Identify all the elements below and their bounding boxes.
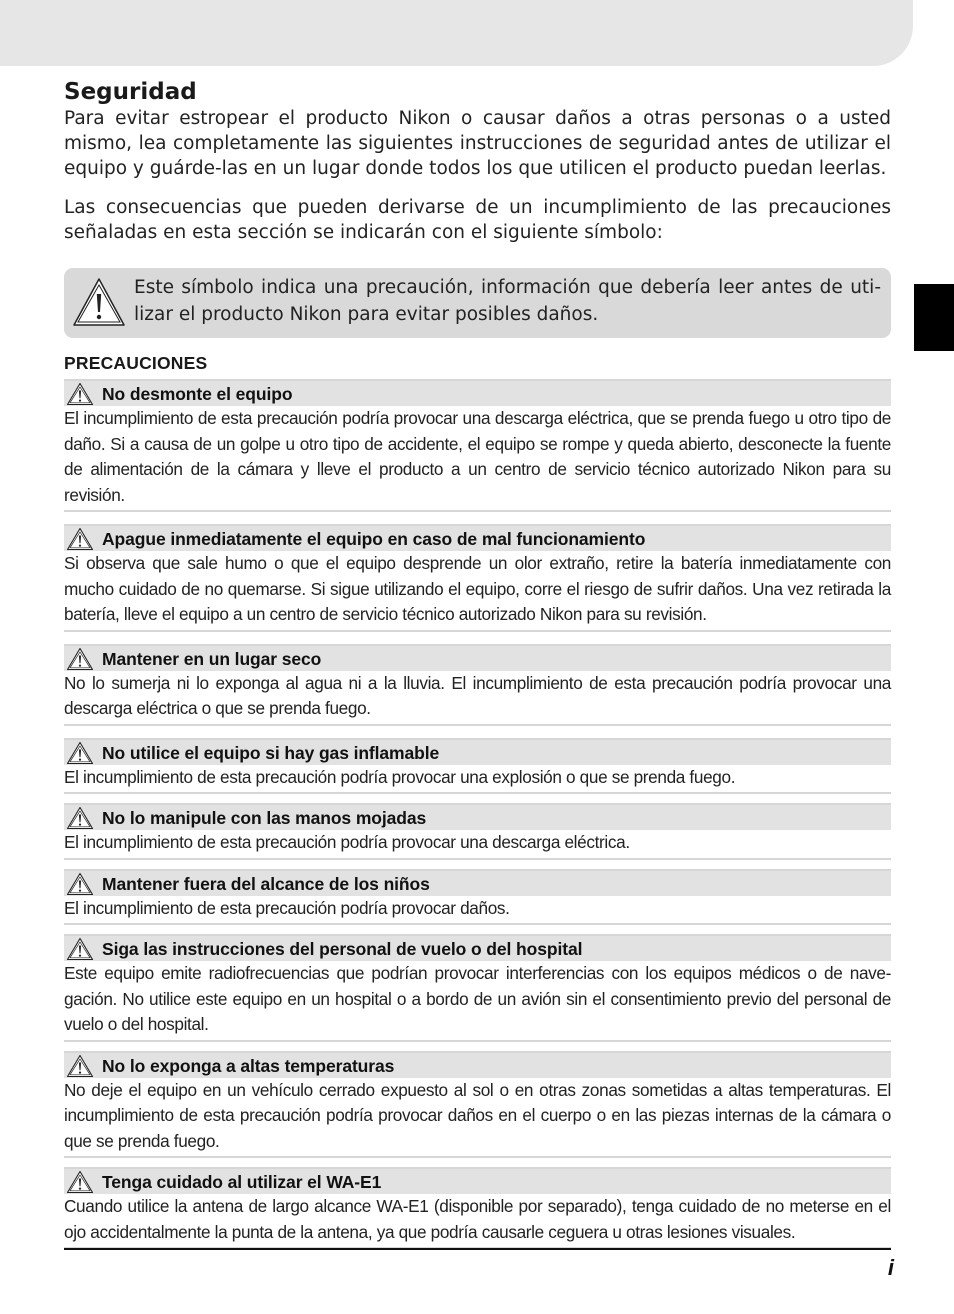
precaution-item [64, 934, 891, 1042]
warning-triangle-icon [66, 937, 94, 961]
precaution-heading-bar [64, 1167, 891, 1194]
section-thumb-tab [914, 284, 954, 351]
precaution-item [64, 1167, 891, 1249]
precaution-body: Cuando utilice la antena de largo alcance WA-E1 (disponible por separado), tenga cuidado de no meterse en el ojo accidentalmente la punta de la antena, ya que podría causarle ceguera u otras lesiones visuales. [64, 1196, 891, 1242]
precaution-heading-bar [64, 869, 891, 896]
precaution-body: Este equipo emite radiofrecuencias que podrían provocar interferencias con los equipos médicos o de nave-gación. No utilice este equipo en un hospital o a bordo de un avión sin el consentimiento previo del personal de vuelo o del hospital. [64, 963, 891, 1034]
page-content [64, 78, 891, 1249]
precaution-heading-bar [64, 379, 891, 406]
precaution-body: No deje el equipo en un vehículo cerrado expuesto al sol o en otras zonas sometidas a altas temperaturas. El incumplimiento de esta precaución podría provocar daños en el cuerpo o en las piezas internas de la cámara o que se prenda fuego. [64, 1079, 891, 1151]
precaution-heading-bar [64, 644, 891, 671]
warning-triangle-icon [66, 872, 94, 896]
precaution-item [64, 524, 891, 632]
warning-triangle-icon [66, 806, 94, 830]
precaution-title: Tenga cuidado al utilizar el WA-E1 [102, 1172, 382, 1192]
precaution-title: No lo manipule con las manos mojadas [102, 808, 427, 828]
warning-triangle-icon [66, 382, 94, 406]
intro-paragraph: Para evitar estropear el producto Nikon o causar daños a otras personas o a usted mismo, lea completamente las siguientes instrucciones de seguridad antes de utilizar el equipo y guárde-las en un lugar donde todos los que utilicen el producto puedan leerlas. [64, 108, 891, 179]
warning-triangle-icon [66, 1054, 94, 1078]
precaution-title: Siga las instrucciones del personal de vuelo o del hospital [102, 939, 583, 959]
precaution-heading-bar [64, 934, 891, 961]
precaution-title: No lo exponga a altas temperaturas [102, 1055, 395, 1076]
precaution-heading-bar [64, 738, 891, 765]
precautions-list [64, 379, 891, 1249]
precaution-heading-bar [64, 1051, 891, 1078]
symbol-explanation-paragraph: Las consecuencias que pueden derivarse de un incumplimiento de las precauciones señaladas en esta sección se indicarán con el siguiente símbolo: [64, 197, 891, 243]
symbol-notice-box [64, 268, 891, 338]
warning-triangle-icon [66, 527, 94, 551]
warning-triangle-icon [66, 1170, 94, 1194]
warning-triangle-icon [66, 741, 94, 765]
precaution-item [64, 379, 891, 512]
precaution-heading-bar [64, 524, 891, 551]
precaution-body: Si observa que sale humo o que el equipo desprende un olor extraño, retire la batería inmediatamente con mucho cuidado de no quemarse. Si sigue utilizando el equipo, corre el riesgo de sufrir daños. Una vez retirada la batería, lleve el equipo a un centro de servicio técnico autorizado Nikon para su revisión. [64, 553, 891, 624]
precaution-title: Apague inmediatamente el equipo en caso de mal funcionamiento [102, 529, 646, 549]
precaution-item [64, 869, 891, 926]
warning-triangle-icon [66, 647, 94, 671]
precaution-body: No lo sumerja ni lo exponga al agua ni a la lluvia. El incumplimiento de esta precaución podría provocar una descarga eléctrica o que se prenda fuego. [64, 672, 891, 718]
precaution-title: No utilice el equipo si hay gas inflamable [102, 742, 440, 763]
precaution-heading-bar [64, 803, 891, 830]
footer-rule [64, 1248, 891, 1250]
precaution-title: Mantener fuera del alcance de los niños [102, 873, 430, 894]
precaution-item [64, 1051, 891, 1159]
top-header-band [0, 0, 913, 66]
precaution-item [64, 644, 891, 726]
warning-triangle-icon [71, 276, 127, 328]
precaution-body: El incumplimiento de esta precaución podría provocar una explosión o que se prenda fuego. [64, 766, 736, 787]
page-number: i [887, 1255, 894, 1280]
page-title: Seguridad [64, 79, 197, 105]
precaution-title: Mantener en un lugar seco [102, 648, 322, 669]
precautions-heading: PRECAUCIONES [64, 353, 208, 373]
precaution-body: El incumplimiento de esta precaución podría provocar daños. [64, 897, 510, 918]
precaution-item [64, 738, 891, 795]
notice-text: Este símbolo indica una precaución, información que debería leer antes de uti-lizar el producto Nikon para evitar posibles daños. [134, 277, 881, 325]
precaution-item [64, 803, 891, 860]
precaution-body: El incumplimiento de esta precaución podría provocar una descarga eléctrica. [64, 832, 630, 852]
precaution-body: El incumplimiento de esta precaución podría provocar una descarga eléctrica, que se prenda fuego u otro tipo de daño. Si a causa de un golpe u otro tipo de accidente, el equipo se rompe y queda abierto, desconecte la fuente de alimentación de la cámara y lleve el producto a un centro de servicio técnico autorizado Nikon para su revisión. [64, 408, 891, 505]
precaution-title: No desmonte el equipo [102, 384, 293, 404]
